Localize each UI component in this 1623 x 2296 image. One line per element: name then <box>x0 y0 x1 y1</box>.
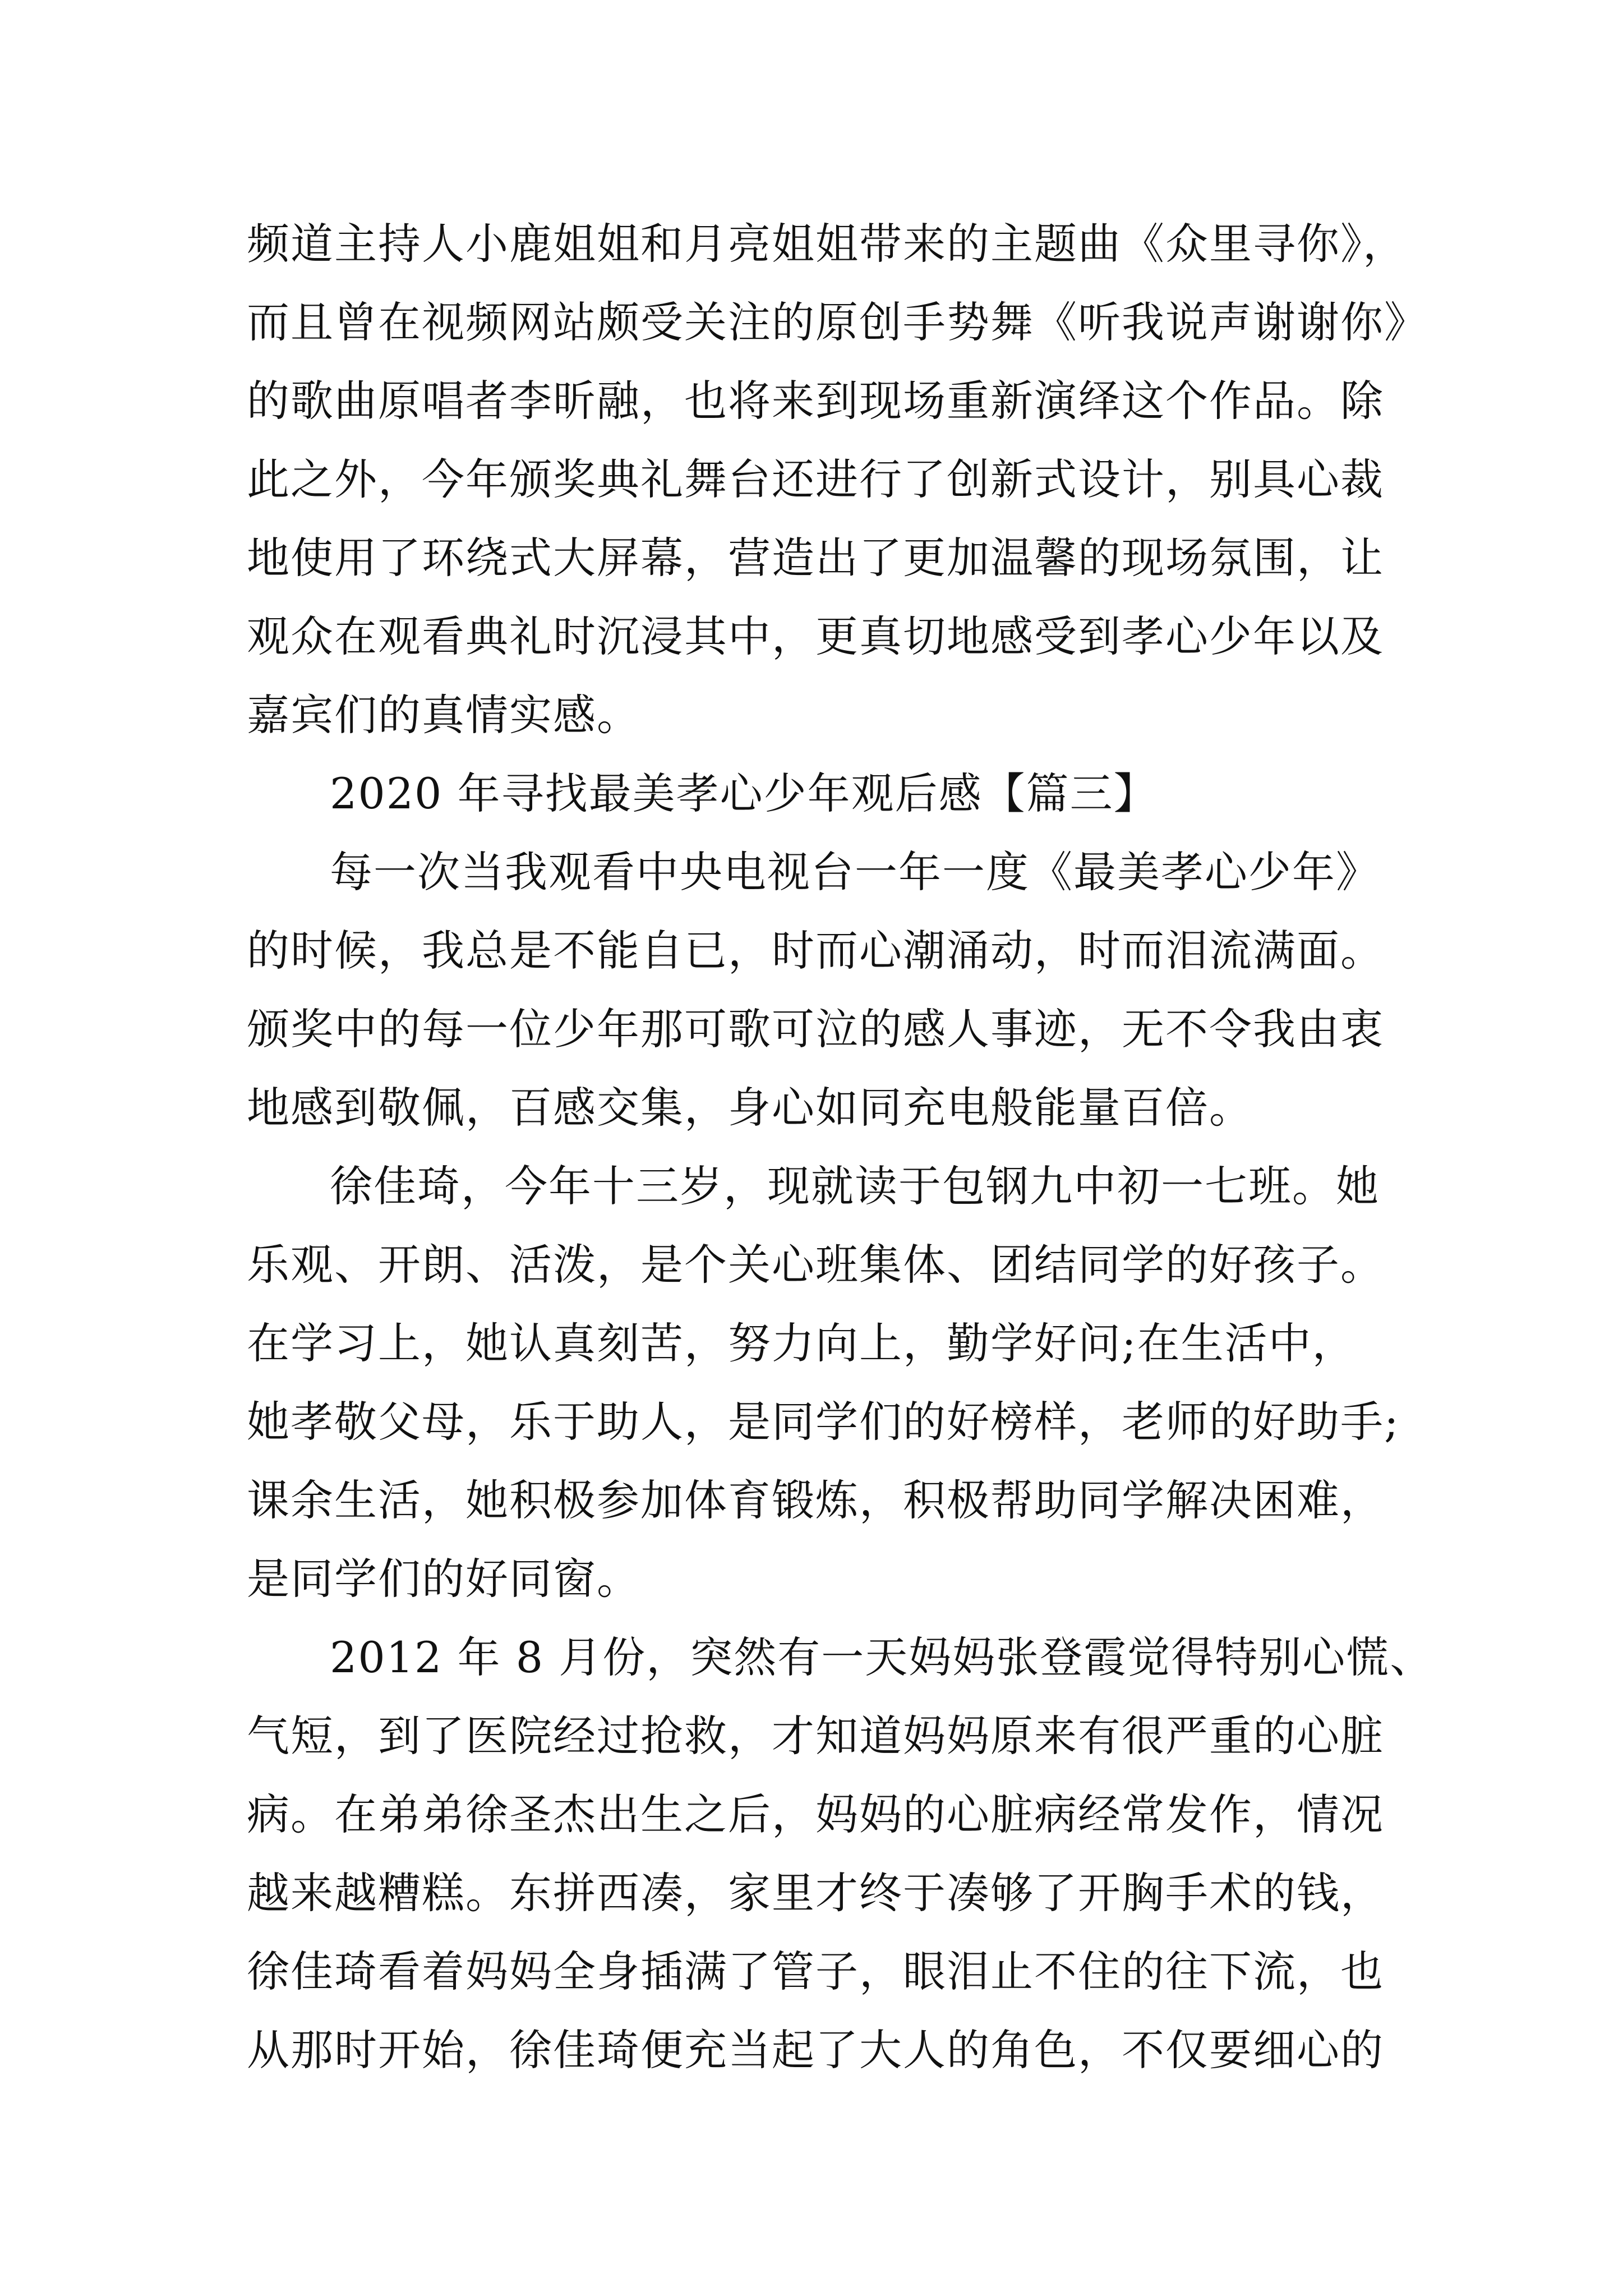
text-line: 嘉宾们的真情实感。 <box>247 690 640 740</box>
text-line: 气短，到了医院经过抢救，才知道妈妈原来有很严重的心脏 <box>247 1711 1384 1761</box>
text-line: 课余生活，她积极参加体育锻炼，积极帮助同学解决困难， <box>247 1475 1384 1525</box>
text-line: 此之外，今年颁奖典礼舞台还进行了创新式设计，别具心裁 <box>247 454 1384 504</box>
text-line: 颁奖中的每一位少年那可歌可泣的感人事迹，无不令我由衷 <box>247 1004 1384 1054</box>
text-line: 地感到敬佩，百感交集，身心如同充电般能量百倍。 <box>247 1083 1253 1133</box>
text-line: 观众在观看典礼时沉浸其中，更真切地感受到孝心少年以及 <box>247 611 1384 661</box>
body-text <box>247 205 1447 2090</box>
text-line: 从那时开始，徐佳琦便充当起了大人的角色，不仅要细心的 <box>247 2025 1384 2075</box>
text-line: 徐佳琦看着妈妈全身插满了管子，眼泪止不住的往下流，也 <box>247 1947 1384 1996</box>
text-line: 她孝敬父母，乐于助人，是同学们的好榜样，老师的好助手; <box>247 1397 1400 1447</box>
text-line: 乐观、开朗、活泼，是个关心班集体、团结同学的好孩子。 <box>247 1240 1384 1290</box>
text-line: 而且曾在视频网站颇受关注的原创手势舞《听我说声谢谢你》 <box>247 297 1428 347</box>
text-line: 是同学们的好同窗。 <box>247 1554 640 1604</box>
section-heading: 2020 年寻找最美孝心少年观后感【篇三】 <box>330 769 1158 818</box>
text-line: 每一次当我观看中央电视台一年一度《最美孝心少年》 <box>330 847 1380 897</box>
text-line: 的时候，我总是不能自已，时而心潮涌动，时而泪流满面。 <box>247 926 1384 976</box>
text-line: 频道主持人小鹿姐姐和月亮姐姐带来的主题曲《众里寻你》， <box>247 219 1407 269</box>
text-line: 的歌曲原唱者李昕融，也将来到现场重新演绎这个作品。除 <box>247 376 1384 426</box>
text-line: 地使用了环绕式大屏幕，营造出了更加温馨的现场氛围，让 <box>247 533 1384 583</box>
text-line: 病。在弟弟徐圣杰出生之后，妈妈的心脏病经常发作，情况 <box>247 1789 1384 1839</box>
text-line: 2012 年 8 月份，突然有一天妈妈张登霞觉得特别心慌、 <box>330 1632 1434 1682</box>
text-line: 越来越糟糕。东拼西凑，家里才终于凑够了开胸手术的钱， <box>247 1868 1384 1918</box>
text-line: 徐佳琦，今年十三岁，现就读于包钢九中初一七班。她 <box>330 1161 1380 1211</box>
text-line: 在学习上，她认真刻苦，努力向上，勤学好问;在生活中， <box>247 1318 1356 1368</box>
